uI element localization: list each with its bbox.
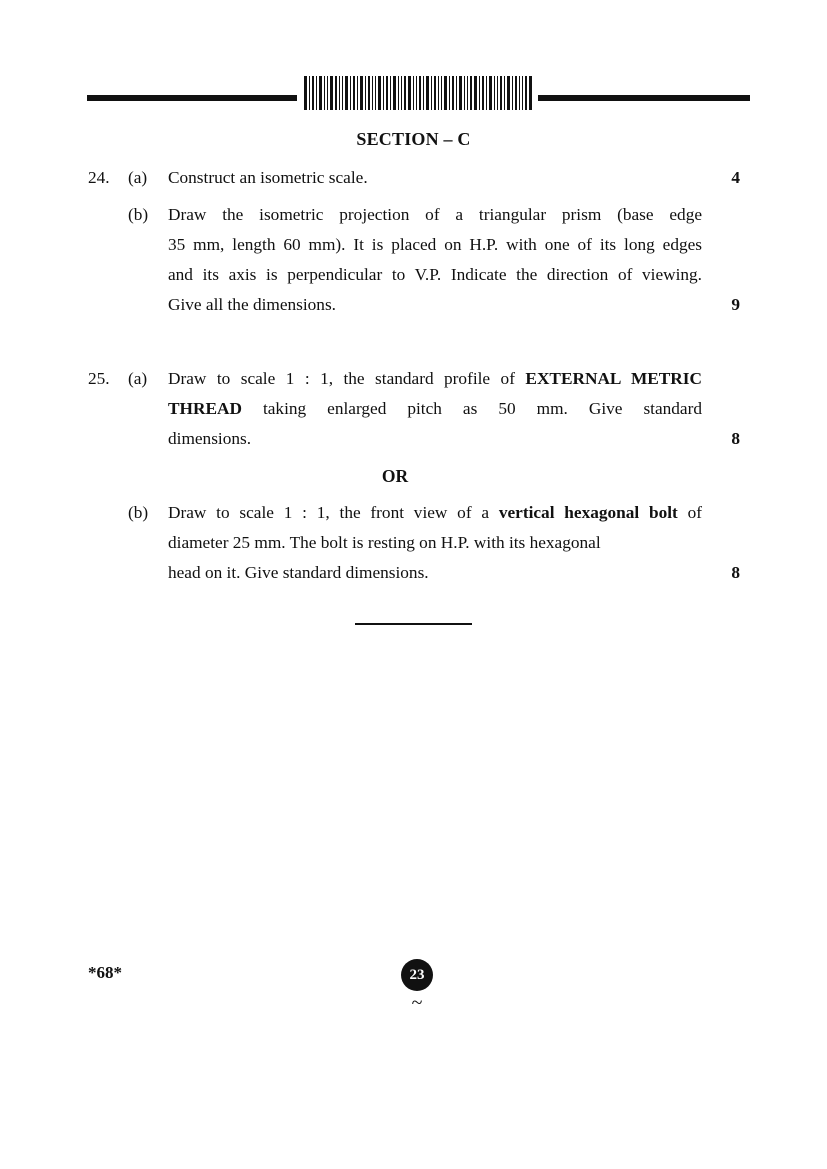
page-number-badge: 23 — [401, 959, 433, 991]
marks-value: 9 — [731, 295, 740, 314]
question-text-line: 35 mm, length 60 mm). It is placed on H.P. with one of its long edges — [168, 235, 702, 254]
text-run: taking enlarged pitch as 50 mm. Give standard — [262, 399, 702, 418]
paper-code: *68* — [88, 963, 122, 982]
question-text-line — [168, 498, 702, 528]
part-label: (b) — [128, 205, 149, 224]
header-rule — [87, 76, 750, 110]
question-text-line — [168, 394, 702, 424]
bold-term: vertical hexagonal bolt — [498, 503, 678, 522]
end-of-paper-rule — [355, 623, 472, 625]
tilde-mark: ~ — [411, 992, 423, 1014]
question-number: 24. — [88, 168, 110, 187]
part-label: (a) — [128, 168, 148, 187]
bold-term: EXTERNAL METRIC — [525, 369, 702, 388]
marks-value: 4 — [731, 168, 740, 187]
or-separator: OR — [381, 466, 409, 486]
part-label: (a) — [128, 369, 148, 388]
marks-value: 8 — [731, 563, 740, 582]
question-number: 25. — [88, 369, 110, 388]
section-title: SECTION – C — [356, 129, 471, 149]
bold-term: THREAD — [168, 399, 242, 418]
question-text-line — [168, 364, 702, 394]
question-text-line: and its axis is perpendicular to V.P. Indicate the direction of viewing. — [168, 265, 702, 284]
question-text-line: Give all the dimensions. — [168, 295, 336, 314]
question-text-line: head on it. Give standard dimensions. — [168, 563, 429, 582]
barcode-icon — [304, 76, 532, 110]
question-text-line: Construct an isometric scale. — [168, 168, 368, 187]
text-run: of — [687, 503, 702, 522]
question-text-line: dimensions. — [168, 429, 252, 448]
header-rule-right — [538, 95, 750, 101]
part-label: (b) — [128, 503, 149, 522]
header-rule-left — [87, 95, 297, 101]
question-text-line: Draw the isometric projection of a triangular prism (base edge — [168, 205, 702, 224]
question-text-line: diameter 25 mm. The bolt is resting on H.P. with its hexagonal — [168, 533, 601, 552]
text-run: Draw to scale 1 : 1, the standard profile of — [168, 369, 515, 388]
marks-value: 8 — [731, 429, 740, 448]
text-run: Draw to scale 1 : 1, the front view of a — [168, 503, 490, 522]
